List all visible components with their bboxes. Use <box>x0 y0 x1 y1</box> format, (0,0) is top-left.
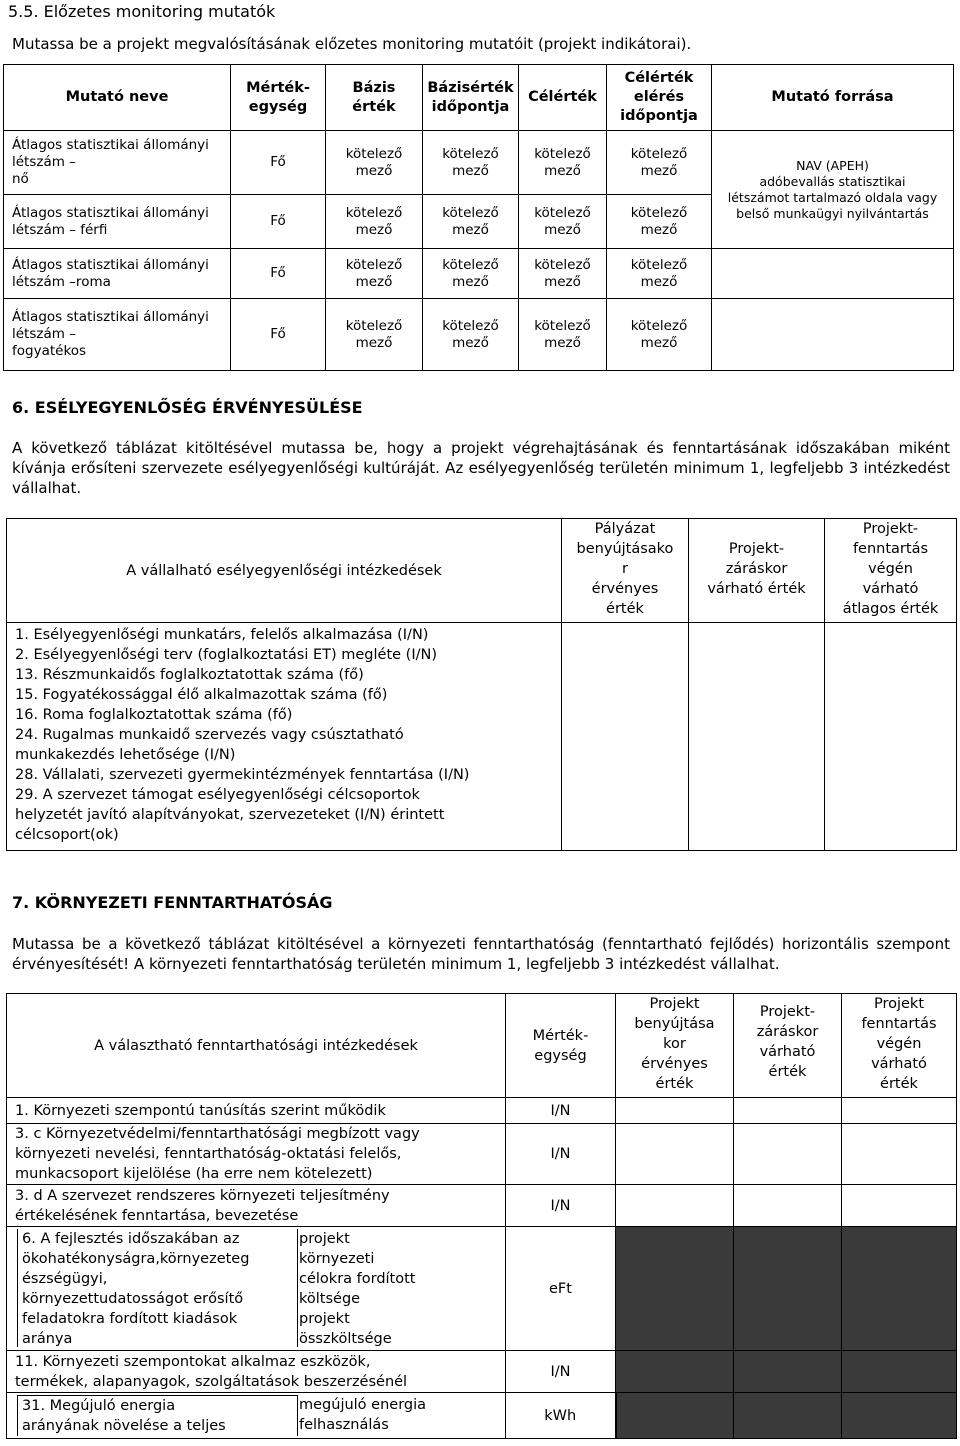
measure-label: 31. Megújuló energia arányának növelése a teljes <box>17 1395 298 1436</box>
section-heading: 5.5. Előzetes monitoring mutatók <box>8 2 276 21</box>
header-cell: Projekt- záráskor várható érték <box>734 994 842 1098</box>
value-field[interactable]: kötelező mező <box>519 249 607 299</box>
disabled-cell <box>734 1393 842 1439</box>
header-cell: Mérték- egység <box>506 994 616 1098</box>
header-cell: Projekt benyújtása kor érvényes érték <box>616 994 734 1098</box>
measure-sublabel: megújuló energia felhasználás <box>299 1397 427 1433</box>
table-row <box>7 1185 957 1227</box>
value-field[interactable]: kötelező mező <box>423 195 519 249</box>
value-field[interactable] <box>825 623 957 851</box>
value-field[interactable] <box>734 1185 842 1227</box>
list-item: 2. Esélyegyenlőségi terv (foglalkoztatási ET) megléte (I/N) <box>15 647 437 663</box>
disabled-cell <box>616 1351 734 1393</box>
value-field[interactable] <box>842 1124 957 1185</box>
table-row <box>7 1227 957 1351</box>
value-field[interactable]: kötelező mező <box>607 249 712 299</box>
disabled-cell <box>734 1227 842 1351</box>
value-field[interactable] <box>616 1185 734 1227</box>
sustainability-table <box>6 993 957 1439</box>
list-item: 16. Roma foglalkoztatottak száma (fő) <box>15 707 293 723</box>
source-cell: NAV (APEH) adóbevallás statisztikai létszámot tartalmazó oldala vagy belső munkaügyi nyilvántartás <box>712 131 954 249</box>
disabled-cell <box>842 1393 957 1439</box>
header-cell: Bázisérték időpontja <box>423 65 519 131</box>
unit-cell: Fő <box>231 131 326 195</box>
section-intro: Mutassa be a következő táblázat kitöltésével a környezeti fenntarthatóság (fenntartható fejlődés) horizontális szempont érvényesítését! A környezeti fenntarthatóság területén minimum 1, legfeljebb 3 intézkedést vállalhat. <box>12 935 950 973</box>
value-field[interactable]: kötelező mező <box>519 299 607 371</box>
value-field[interactable]: kötelező mező <box>607 299 712 371</box>
indicator-name: Átlagos statisztikai állományi létszám – nő <box>4 131 231 195</box>
list-item: 29. A szervezet támogat esélyegyenlőségi célcsoportok helyzetét javító alapítványokat, szervezeteket (I/N) érintett célcsoport(ok) <box>15 787 445 843</box>
value-field[interactable]: kötelező mező <box>423 299 519 371</box>
indicator-name: Átlagos statisztikai állományi létszám – férfi <box>4 195 231 249</box>
value-field[interactable] <box>842 1098 957 1124</box>
unit-cell: Fő <box>231 195 326 249</box>
empty-cell <box>712 299 954 371</box>
value-field[interactable]: kötelező mező <box>423 249 519 299</box>
measures-list <box>7 623 562 851</box>
table-row <box>7 1351 957 1393</box>
unit-cell: Fő <box>231 249 326 299</box>
value-field[interactable]: kötelező mező <box>326 131 423 195</box>
header-cell: Projekt fenntartás végén várható érték <box>842 994 957 1098</box>
value-field[interactable] <box>616 1124 734 1185</box>
value-field[interactable] <box>616 1098 734 1124</box>
disabled-cell <box>616 1227 734 1351</box>
header-cell: Pályázat benyújtásako r érvényes érték <box>562 519 689 623</box>
list-item: 15. Fogyatékossággal élő alkalmazottak száma (fő) <box>15 687 388 703</box>
disabled-cell <box>842 1351 957 1393</box>
monitoring-table <box>3 64 954 371</box>
empty-cell <box>712 249 954 299</box>
value-field[interactable]: kötelező mező <box>519 131 607 195</box>
measure-label: 3. c Környezetvédelmi/fenntarthatósági megbízott vagy környezeti nevelési, fenntarthatóság-oktatási felelős, munkacsoport kijelölése (ha erre nem kötelezett) <box>7 1124 506 1185</box>
list-item: 24. Rugalmas munkaidő szervezés vagy csúsztatható munkakezdés lehetősége (I/N) <box>15 727 404 763</box>
value-field[interactable]: kötelező mező <box>607 195 712 249</box>
header-cell: Mutató forrása <box>712 65 954 131</box>
header-cell: Projekt- fenntartás végén várható átlagos érték <box>825 519 957 623</box>
section-intro: A következő táblázat kitöltésével mutassa be, hogy a projekt végrehajtásának és fenntartásának időszakában miként kívánja erősíteni szervezete esélyegyenlőségi kultúráját. Az esélyegyenlőség területén minimum 1, legfeljebb 3 intézkedést vállalhat. <box>12 439 950 497</box>
disabled-cell <box>734 1351 842 1393</box>
header-cell: A vállalható esélyegyenlőségi intézkedések <box>7 519 562 623</box>
measure-sublabel: projekt környezeti célokra fordított költsége projekt összköltsége <box>299 1231 416 1347</box>
value-field[interactable]: kötelező mező <box>326 299 423 371</box>
table-row <box>7 623 957 851</box>
table-header-row <box>7 994 957 1098</box>
unit-cell: Fő <box>231 299 326 371</box>
list-item: 28. Vállalati, szervezeti gyermekintézmények fenntartása (I/N) <box>15 767 470 783</box>
measure-label: 11. Környezeti szempontokat alkalmaz eszközök, termékek, alapanyagok, szolgáltatások beszerzésénél <box>7 1351 506 1393</box>
disabled-cell <box>842 1227 957 1351</box>
measure-label: 3. d A szervezet rendszeres környezeti teljesítmény értékelésének fenntartása, bevezetése <box>7 1185 506 1227</box>
value-field[interactable] <box>689 623 825 851</box>
value-field[interactable] <box>734 1124 842 1185</box>
value-field[interactable]: kötelező mező <box>423 131 519 195</box>
header-cell: Célérték elérés időpontja <box>607 65 712 131</box>
measure-cell <box>7 1227 506 1351</box>
table-header-row <box>7 519 957 623</box>
value-field[interactable] <box>562 623 689 851</box>
value-field[interactable]: kötelező mező <box>519 195 607 249</box>
header-cell: Célérték <box>519 65 607 131</box>
value-field[interactable] <box>842 1185 957 1227</box>
table-row <box>4 299 954 371</box>
measure-cell <box>7 1393 506 1439</box>
measure-label: 1. Környezeti szempontú tanúsítás szerint működik <box>7 1098 506 1124</box>
section-instruction: Mutassa be a projekt megvalósításának előzetes monitoring mutatóit (projekt indikátorai). <box>12 35 692 53</box>
list-item: 13. Részmunkaidős foglalkoztatottak száma (fő) <box>15 667 364 683</box>
table-row <box>7 1098 957 1124</box>
unit-cell: I/N <box>506 1351 616 1393</box>
table-row <box>7 1124 957 1185</box>
value-field[interactable] <box>734 1098 842 1124</box>
value-field[interactable]: kötelező mező <box>326 195 423 249</box>
disabled-cell <box>616 1393 734 1439</box>
indicator-name: Átlagos statisztikai állományi létszám – fogyatékos <box>4 299 231 371</box>
unit-cell: I/N <box>506 1098 616 1124</box>
table-row <box>4 249 954 299</box>
value-field[interactable]: kötelező mező <box>607 131 712 195</box>
unit-cell: eFt <box>506 1227 616 1351</box>
section-heading: 6. ESÉLYEGYENLŐSÉG ÉRVÉNYESÜLÉSE <box>12 398 363 417</box>
unit-cell: I/N <box>506 1185 616 1227</box>
header-cell: Bázis érték <box>326 65 423 131</box>
list-item: 1. Esélyegyenlőségi munkatárs, felelős alkalmazása (I/N) <box>15 627 429 643</box>
indicator-name: Átlagos statisztikai állományi létszám –roma <box>4 249 231 299</box>
unit-cell: kWh <box>506 1393 616 1439</box>
header-cell: Mérték- egység <box>231 65 326 131</box>
value-field[interactable]: kötelező mező <box>326 249 423 299</box>
table-header-row <box>4 65 954 131</box>
unit-cell: I/N <box>506 1124 616 1185</box>
header-cell: Projekt- záráskor várható érték <box>689 519 825 623</box>
measure-label: 6. A fejlesztés időszakában az ökohatékonyságra,környezeteg észségügyi, környezettudatosságot erősítő feladatokra fordított kiadások aránya <box>17 1229 298 1347</box>
table-row <box>7 1393 957 1439</box>
header-cell: A választható fenntarthatósági intézkedések <box>7 994 506 1098</box>
equality-table <box>6 518 957 851</box>
section-heading: 7. KÖRNYEZETI FENNTARTHATÓSÁG <box>12 893 333 912</box>
table-row <box>4 131 954 195</box>
header-cell: Mutató neve <box>4 65 231 131</box>
